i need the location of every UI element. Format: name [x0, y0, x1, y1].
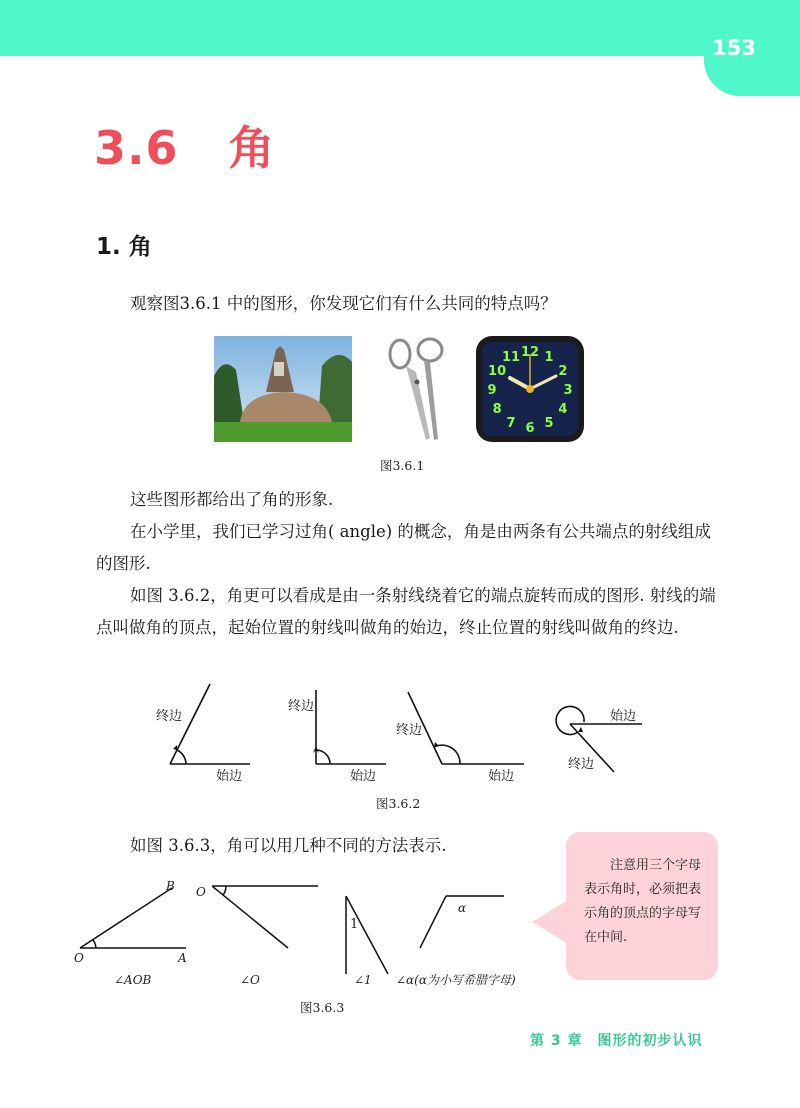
clock-numeral: 10 [488, 364, 507, 379]
angle-name-o: ∠O [240, 973, 260, 987]
section-number: 3.6 [94, 121, 179, 175]
section-title [94, 112, 276, 178]
label-b: B [166, 879, 175, 893]
section-name: 角 [228, 121, 276, 175]
subsection-number: 1. [96, 234, 121, 260]
figure-3-6-3-caption: 图3.6.3 [300, 1000, 345, 1015]
clock-numeral: 4 [558, 402, 568, 417]
clock-numeral: 7 [506, 415, 516, 431]
header-band [0, 0, 800, 56]
clock-numeral: 12 [520, 345, 540, 360]
label-o-2: O [196, 885, 206, 899]
subsection-title [96, 228, 152, 261]
paragraph-shapes: 这些图形都给出了角的形象. [130, 490, 334, 509]
figure-3-6-2 [140, 676, 660, 786]
terminal-side-label-2: 终边 [288, 699, 315, 714]
clock-numeral: 3 [563, 383, 573, 398]
terminal-side-label-1: 终边 [156, 709, 183, 724]
clock-numeral: 8 [492, 402, 502, 417]
figure-3-6-3 [70, 878, 540, 988]
initial-side-label-3: 始边 [488, 769, 515, 784]
label-1: 1 [350, 917, 359, 932]
figure-3-6-1-caption: 图3.6.1 [380, 458, 425, 473]
clock-photo [474, 334, 586, 444]
terminal-side-label-4: 终边 [568, 757, 595, 772]
angle-name-aob: ∠AOB [114, 973, 152, 987]
clock-numeral: 11 [501, 350, 521, 366]
angle-name-alpha: ∠α(α为小写希腊字母) [396, 973, 516, 987]
paragraph-methods: 如图 3.6.3，角可以用几种不同的方法表示. [130, 836, 447, 855]
label-alpha: α [458, 901, 467, 915]
figure-3-6-2-caption: 图3.6.2 [376, 796, 421, 811]
scissors-photo [386, 336, 448, 444]
paragraph-rotation: 如图 3.6.2，角更可以看成是由一条射线绕着它的端点旋转而成的图形. 射线的端点叫做角的顶点，起始位置的射线叫做角的始边，终止位置的射线叫做角的终边. [96, 586, 716, 637]
terminal-side-label-3: 终边 [396, 723, 423, 738]
clock-numeral: 9 [487, 383, 497, 398]
paragraph-observe: 观察图3.6.1 中的图形，你发现它们有什么共同的特点吗？ [130, 294, 557, 313]
initial-side-label-2: 始边 [350, 769, 377, 784]
page-number: 153 [712, 36, 756, 60]
note-box [566, 832, 718, 980]
paragraph-definition: 在小学里，我们已学习过角( angle) 的概念，角是由两条有公共端点的射线组成的图形. [96, 522, 711, 573]
clock-numeral: 1 [544, 350, 554, 366]
initial-side-label-4: 始边 [610, 709, 637, 724]
subsection-name: 角 [128, 234, 152, 260]
note-pointer [532, 900, 568, 944]
label-a: A [178, 951, 187, 965]
chapter-footer: 第 3 章 图形的初步认识 [530, 1033, 703, 1049]
angle-name-1: ∠1 [354, 973, 372, 987]
clock-numeral: 5 [544, 415, 554, 431]
initial-side-label-1: 始边 [216, 769, 243, 784]
label-o: O [74, 951, 84, 965]
building-photo [214, 336, 352, 442]
clock-numeral: 6 [525, 421, 535, 436]
clock-numeral: 2 [558, 364, 568, 379]
note-text: 注意用三个字母表示角时，必须把表示角的顶点的字母写在中间. [584, 858, 702, 945]
